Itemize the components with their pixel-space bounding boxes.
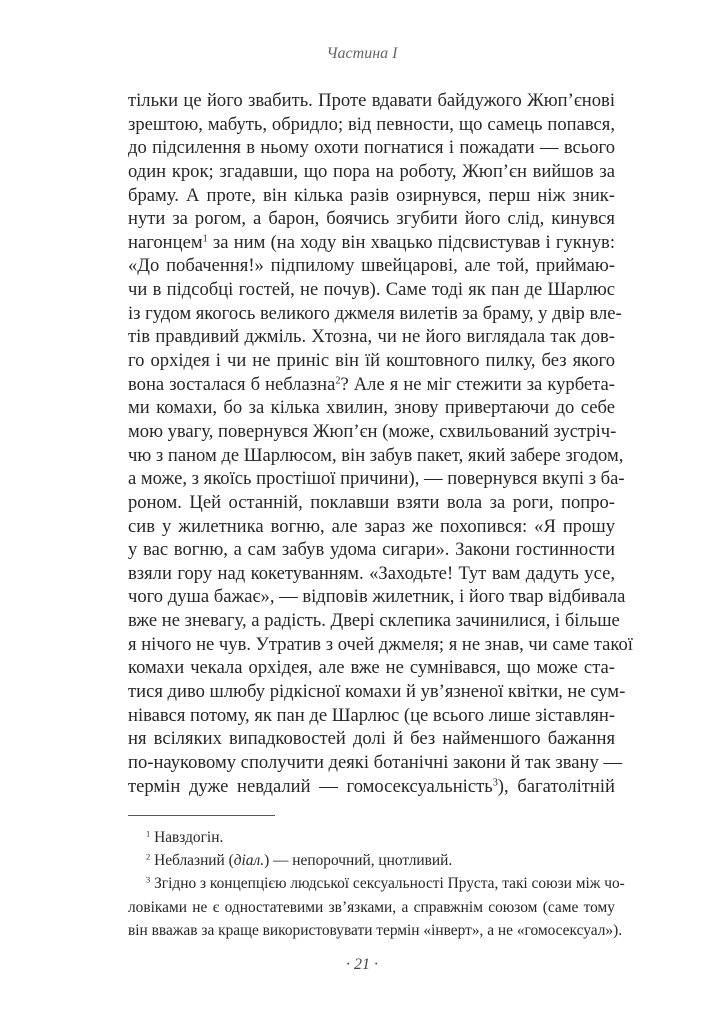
text-line: а може, з якоїсь простішої причини), — повернувся вкупі з ба-: [128, 468, 625, 490]
footnotes: [128, 826, 625, 942]
text-line: тільки це його звабить. Проте вдавати байдужого Жюп’єнові: [128, 90, 615, 111]
text-line: я нічого не чув. Утратив з очей джмеля; я не знав, чи саме такої: [128, 633, 633, 655]
text-line: у вас вогню, а сам забув удома сигари». Закони гостинности: [128, 539, 615, 561]
footnote-3-text: Згідно з концепцією людської сексуальності Пруста, такі союзи між чо-: [150, 875, 625, 893]
footnote-1-mark: 1: [146, 828, 151, 839]
footnote-3-line-2: ловіками не є одностатевими зв’язками, а справжнім союзом (саме тому: [128, 898, 615, 916]
text-line: вже не зневагу, а радість. Двері склепика зачинилися, і більше: [128, 610, 620, 632]
footnote-1: [128, 826, 615, 849]
text-segment: вона зосталася б неблазна: [128, 373, 336, 395]
text-line: чого душа бажає», — відповів жилетник, і його твар відбивала: [128, 586, 626, 608]
text-line: [128, 231, 615, 255]
footnote-reference[interactable]: 2: [335, 375, 341, 387]
text-segment: ), багатолітній: [497, 775, 615, 797]
text-line: один крок; згадавши, що пора на роботу, Жюп’єн вийшов за: [128, 160, 615, 182]
text-segment: нагонцем: [128, 231, 203, 253]
text-line: ня всіляких випадковостей долі й без найменшого бажання: [128, 728, 615, 750]
text-line: по-науковому сполучити деякі ботанічні закони й так звану —: [128, 751, 623, 773]
text-line: «До побачення!» підпилому швейцарові, але той, приймаю-: [128, 255, 615, 277]
text-line: до підсилення в ньому охоти погнатися і пожадати — всього: [128, 137, 615, 159]
text-line: комахи чекала орхідея, але вже не сумнівався, що може ста-: [128, 657, 615, 679]
text-line: взяли гору над кокетуванням. «Заходьте! Тут вам дадуть усе,: [128, 562, 615, 584]
text-line: го орхідея і чи не приніс він їй коштовного пилку, без якого: [128, 350, 615, 372]
footnote-3-line-1: [128, 872, 625, 895]
text-line: тися диво шлюбу рідкісної комахи й ув’язненої квітки, не сум-: [128, 681, 626, 703]
text-line: нути за рогом, а барон, боячись згубити його слід, кинувся: [128, 208, 615, 230]
text-segment: за ним (на ходу він хвацько підсвистував і гукнув:: [207, 231, 615, 253]
text-line: [128, 775, 615, 799]
footnote-2-italic: діал.: [233, 852, 265, 870]
text-line: із гудом якогось великого джмеля вилетів за браму, у двір вле-: [128, 302, 622, 324]
footnote-2-text-end: ) — непорочний, цнотливий.: [264, 852, 453, 870]
footnote-3-mark: 3: [146, 874, 151, 885]
footnote-1-text: Навздогін.: [150, 829, 224, 846]
text-line: нівався потому, як пан де Шарлюс (це всього лише зіставлян-: [128, 704, 616, 726]
page-number: · 21 ·: [346, 956, 378, 973]
footnote-2: [128, 849, 615, 872]
footnote-reference[interactable]: 1: [202, 233, 208, 245]
text-line: чи в підсобці гостей, не почув). Саме тоді як пан де Шарлюс: [128, 279, 615, 301]
text-segment: ? Але я не міг стежити за курбета-: [340, 373, 615, 395]
text-line: зрештою, мабуть, обридло; від певности, що самець попався,: [128, 113, 615, 135]
text-line: браму. А проте, він кілька разів озирнувся, перш ніж зник-: [128, 184, 615, 206]
footnote-reference[interactable]: 3: [492, 776, 498, 788]
text-line: сив у жилетника вогню, але зараз же похопився: «Я прошу: [128, 515, 615, 537]
text-line: ми комахи, бо за кілька хвилин, знову привертаючи до себе: [128, 397, 615, 419]
footnote-2-text: Неблазний (: [150, 852, 234, 870]
text-segment: термін дуже невдалий — гомосексуальність: [128, 775, 493, 797]
text-line: мою увагу, повернувся Жюп’єн (може, схвильований зустріч-: [128, 420, 617, 442]
body-text: [128, 89, 633, 798]
text-line: роном. Цей останній, поклавши взяти вола за роги, попро-: [128, 491, 615, 513]
text-line: [128, 373, 615, 397]
footnote-3-line-3: він вважав за краще використовувати термін «інверт», а не «гомосексуал»).: [128, 921, 623, 939]
text-line: чю з паном де Шарлюсом, він забув пакет, який забере згодом,: [128, 444, 624, 466]
footnote-divider: [128, 815, 275, 816]
running-head: Частина I: [326, 45, 398, 62]
text-line: тів правдивий джміль. Хтозна, чи не його виглядала так дов-: [128, 326, 615, 348]
footnote-2-mark: 2: [146, 851, 151, 862]
